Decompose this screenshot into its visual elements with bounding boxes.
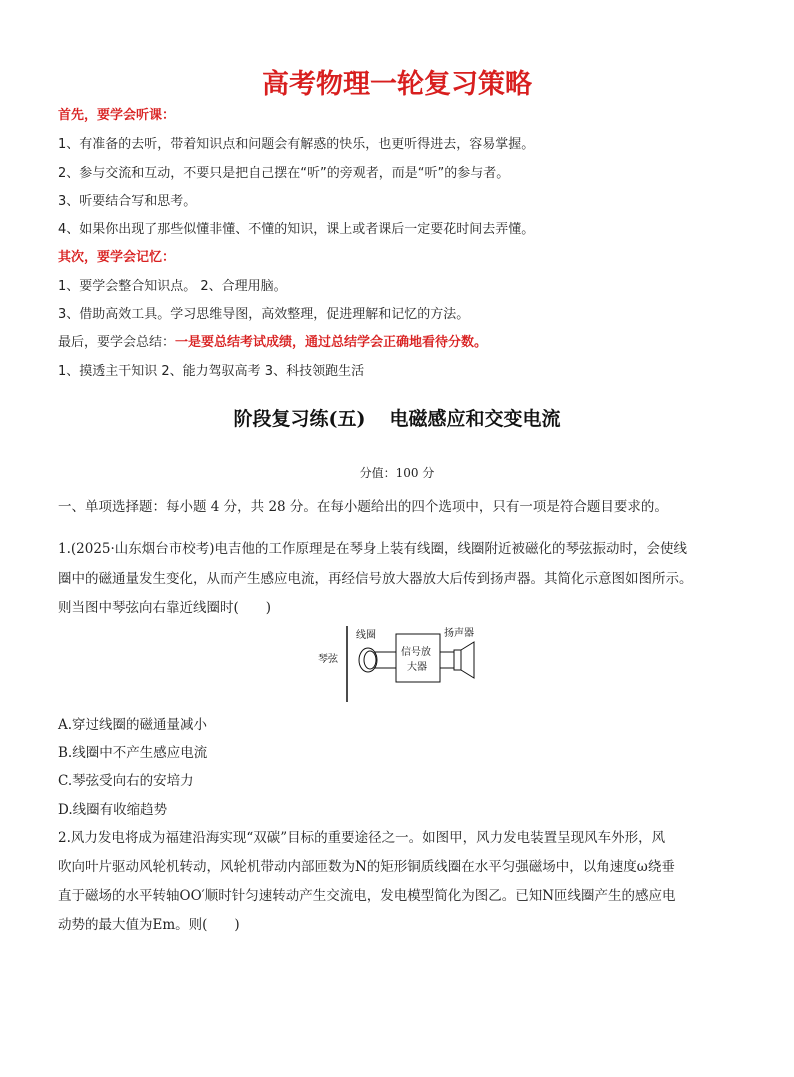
first-item-2: 2、参与交流和互动，不要只是把自己摆在“听”的旁观者，而是“听”的参与者。: [58, 166, 510, 181]
first-heading: 首先，要学会听课：: [58, 108, 176, 123]
q1-line-3: 则当图中琴弦向右靠近线圈时( ): [58, 600, 272, 616]
coil-label: 线圈: [356, 630, 376, 641]
electric-guitar-diagram: [314, 622, 484, 704]
q1-option-a: A.穿过线圈的磁通量减小: [58, 717, 208, 733]
last-items: 1、摸透主干知识 2、能力驾驭高考 3、科技领跑生活: [58, 364, 365, 379]
second-heading: 其次，要学会记忆：: [58, 250, 176, 265]
strategy-title: 高考物理一轮复习策略: [262, 69, 532, 100]
first-item-4: 4、如果你出现了那些似懂非懂、不懂的知识，课上或者课后一定要花时间去弄懂。: [58, 222, 535, 237]
q1-line-1: 1.(2025·山东烟台市校考)电吉他的工作原理是在琴身上装有线圈，线圈附近被磁化的琴弦振动时，会使线: [58, 541, 688, 557]
amplifier-label-2: 大器: [407, 662, 427, 673]
exam-score: 分值：100 分: [359, 466, 435, 480]
coil-inner: [364, 651, 376, 669]
string-label: 琴弦: [318, 654, 338, 665]
second-item-1: 1、要学会整合知识点。 2、合理用脑。: [58, 279, 287, 294]
q2-line-3: 直于磁场的水平转轴OO′顺时针匀速转动产生交流电，发电模型简化为图乙。已知N匝线圈产生的感应电: [58, 888, 676, 904]
exam-title-left: 阶段复习练(五): [233, 408, 366, 430]
exam-title-right: 电磁感应和交变电流: [389, 408, 561, 430]
q2-line-4: 动势的最大值为Em。则( ): [58, 917, 240, 933]
speaker-cone: [461, 642, 474, 678]
q2-line-2: 吹向叶片驱动风轮机转动，风轮机带动内部匝数为N的矩形铜质线圈在水平匀强磁场中，以角速度ω绕垂: [58, 859, 675, 875]
q1-line-2: 圈中的磁通量发生变化，从而产生感应电流，再经信号放大器放大后传到扬声器。其简化示意图如图所示。: [58, 571, 693, 587]
q1-option-c: C.琴弦受向右的安培力: [58, 773, 194, 789]
first-item-3: 3、听要结合写和思考。: [58, 194, 197, 209]
last-line: [58, 331, 487, 350]
last-prefix: 最后，要学会总结：: [58, 335, 176, 350]
amplifier-box: [396, 634, 440, 682]
q1-option-b: B.线圈中不产生感应电流: [58, 745, 208, 761]
speaker-label: 扬声器: [444, 628, 474, 639]
section-1-instructions: 一、单项选择题：每小题 4 分，共 28 分。在每小题给出的四个选项中，只有一项是符合题目要求的。: [58, 499, 668, 515]
last-red-text: 一是要总结考试成绩，通过总结学会正确地看待分数。: [175, 335, 488, 350]
exam-title: [0, 404, 794, 431]
q1-option-d: D.线圈有收缩趋势: [58, 802, 168, 818]
second-item-2: 3、借助高效工具。学习思维导图，高效整理，促进理解和记忆的方法。: [58, 307, 470, 322]
speaker-body: [454, 650, 461, 670]
amplifier-label-1: 信号放: [401, 647, 431, 658]
first-item-1: 1、有准备的去听，带着知识点和问题会有解惑的快乐，也更听得进去，容易掌握。: [58, 137, 535, 152]
q2-line-1: 2.风力发电将成为福建沿海实现“双碳”目标的重要途径之一。如图甲，风力发电装置呈现风车外形，风: [58, 830, 666, 846]
